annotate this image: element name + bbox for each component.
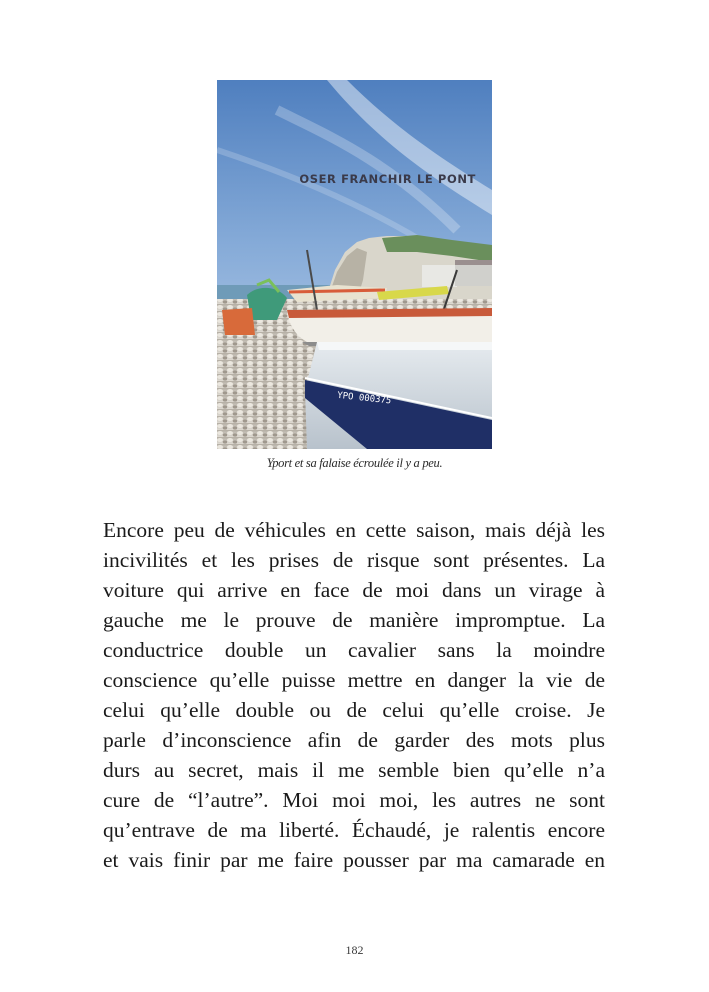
hull-number: YPO 000375 [336,390,392,407]
text-line: cure de “l’autre”. Moi moi moi, les autres ne sont [103,788,605,812]
text-line: et vais finir par me faire pousser par ma camarade en [103,848,605,872]
text-line: conductrice double un cavalier sans la moindre [103,638,605,662]
text-line: incivilités et les prises de risque sont présentes. La [103,548,605,572]
page-number: 182 [345,943,364,957]
figure-caption: Yport et sa falaise écroulée il y a peu. [266,456,443,470]
beach-scene-illustration [217,80,492,449]
text-line: Encore peu de véhicules en cette saison, mais déjà les [103,518,605,542]
text-line: durs au secret, mais il me semble bien qu’elle n’a [103,758,605,782]
cover-photo [217,80,492,449]
text-line: conscience qu’elle puisse mettre en danger la vie de [103,668,605,692]
text-line: voiture qui arrive en face de moi dans un virage à [103,578,605,602]
text-line: gauche me le prouve de manière impromptue. La [103,608,605,632]
text-line: celui qu’elle double ou de celui qu’elle croise. Je [103,698,605,722]
cover-title: OSER FRANCHIR LE PONT [299,172,476,186]
body-paragraph [103,515,605,875]
text-line: qu’entrave de ma liberté. Échaudé, je ralentis encore [103,818,605,842]
text-line: parle d’inconscience afin de garder des mots plus [103,728,605,752]
